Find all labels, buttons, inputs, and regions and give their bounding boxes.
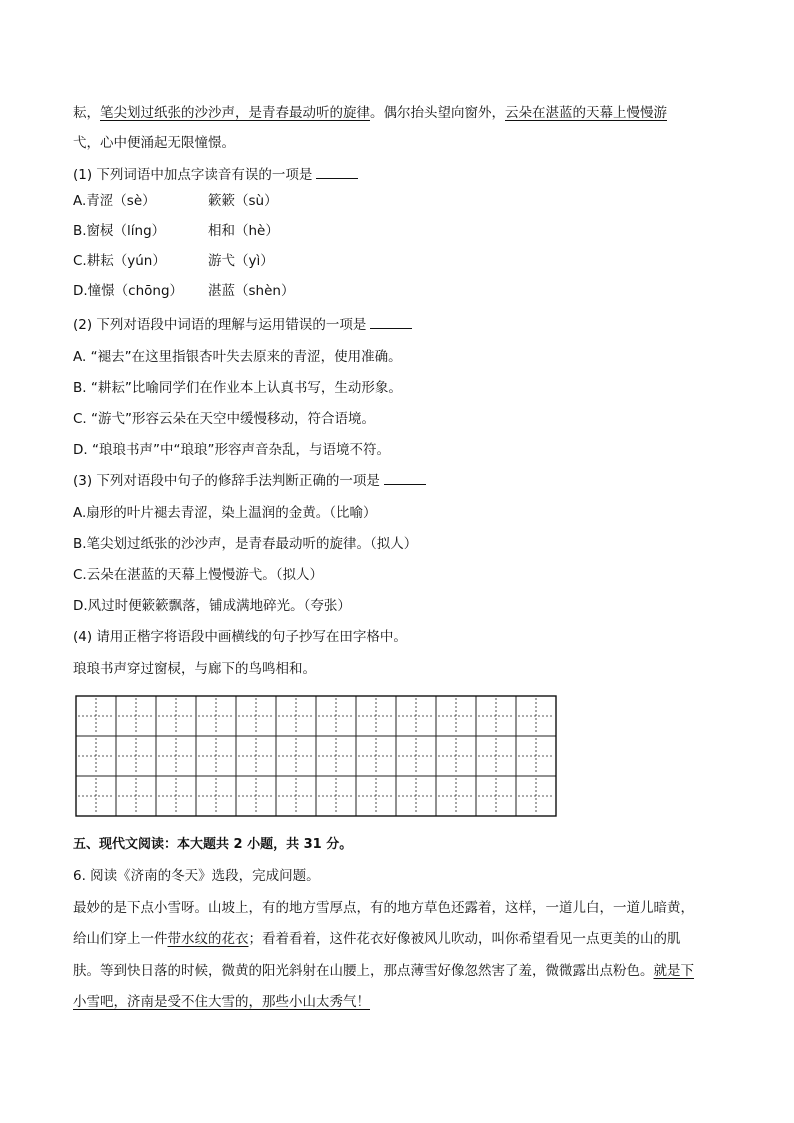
q2-stem-text: (2) 下列对语段中词语的理解与运用错误的一项是 bbox=[73, 317, 367, 333]
q1-option-c-left: C.耕耘（yún） bbox=[73, 253, 166, 269]
q3-stem-text: (3) 下列对语段中句子的修辞手法判断正确的一项是 bbox=[73, 473, 380, 489]
passage-line-2: 弋，心中便涌起无限憧憬。 bbox=[73, 135, 235, 151]
answer-blank[interactable] bbox=[316, 166, 358, 179]
q2-option-a: A. “褪去”在这里指银杏叶失去原来的青涩，使用准确。 bbox=[73, 349, 402, 365]
q6-passage-line-3 bbox=[73, 962, 694, 980]
tianzige-grid[interactable] bbox=[75, 695, 557, 821]
q1-stem bbox=[73, 166, 358, 184]
q2-stem bbox=[73, 316, 412, 334]
passage-text: 。偶尔抬头望向窗外， bbox=[370, 105, 505, 121]
section-5-title bbox=[73, 836, 352, 854]
question-count: 2 bbox=[233, 837, 243, 852]
passage-line-1 bbox=[73, 104, 667, 122]
q6-stem: 6. 阅读《济南的冬天》选段，完成问题。 bbox=[73, 868, 320, 884]
q3-option-c: C.云朵在湛蓝的天幕上慢慢游弋。（拟人） bbox=[73, 567, 323, 583]
q1-option-b-right: 相和（hè） bbox=[208, 223, 279, 239]
section-title-text: 五、现代文阅读：本大题共 bbox=[73, 837, 234, 852]
q1-stem-text: (1) 下列词语中加点字读音有误的一项是 bbox=[73, 167, 313, 183]
underlined-sentence: 就是下 bbox=[653, 963, 694, 979]
q1-option-d-right: 湛蓝（shèn） bbox=[208, 283, 295, 299]
q6-passage-line-1: 最妙的是下点小雪呀。山坡上，有的地方雪厚点，有的地方草色还露着，这样，一道儿白，一道儿暗黄， bbox=[73, 900, 694, 916]
q1-option-c-right: 游弋（yì） bbox=[208, 253, 274, 269]
answer-blank[interactable] bbox=[384, 472, 426, 485]
q2-option-d: D. “琅琅书声”中“琅琅”形容声音杂乱，与语境不符。 bbox=[73, 442, 390, 458]
q4-sentence: 琅琅书声穿过窗棂，与廊下的鸟鸣相和。 bbox=[73, 661, 316, 677]
q1-option-d-left: D.憧憬（chōng） bbox=[73, 283, 184, 299]
q3-stem bbox=[73, 472, 426, 490]
q1-option-a-left: A.青涩（sè） bbox=[73, 193, 156, 209]
tianzige-grid-svg[interactable] bbox=[75, 695, 557, 817]
q6-passage-line-2 bbox=[73, 930, 681, 948]
q3-option-a: A.扇形的叶片褪去青涩，染上温润的金黄。（比喻） bbox=[73, 505, 377, 521]
section-title-text: 小题，共 bbox=[242, 837, 304, 852]
q3-option-d: D.风过时便簌簌飘落，铺成满地碎光。（夸张） bbox=[73, 598, 351, 614]
passage-text: 给山们穿上一件 bbox=[73, 931, 168, 947]
q3-option-b: B.笔尖划过纸张的沙沙声，是青春最动听的旋律。（拟人） bbox=[73, 536, 418, 552]
underlined-phrase: 带水纹的花衣 bbox=[167, 931, 249, 947]
passage-text: 肤。等到快日落的时候，微黄的阳光斜射在山腰上，那点薄雪好像忽然害了羞，微微露出点粉色。 bbox=[73, 963, 654, 979]
score-total: 31 bbox=[303, 837, 322, 852]
q2-option-c: C. “游弋”形容云朵在天空中缓慢移动，符合语境。 bbox=[73, 411, 375, 427]
q1-option-a-right: 簌簌（sù） bbox=[208, 193, 278, 209]
underlined-sentence: 云朵在湛蓝的天幕上慢慢游 bbox=[505, 105, 667, 121]
section-title-text: 分。 bbox=[321, 837, 353, 852]
answer-blank[interactable] bbox=[370, 316, 412, 329]
passage-text: ；看着看着，这件花衣好像被风儿吹动，叫你希望看见一点更美的山的肌 bbox=[248, 931, 681, 947]
q4-stem: (4) 请用正楷字将语段中画横线的句子抄写在田字格中。 bbox=[73, 629, 407, 645]
q2-option-b: B. “耕耘”比喻同学们在作业本上认真书写，生动形象。 bbox=[73, 380, 402, 396]
underlined-sentence: 小雪吧，济南是受不住大雪的，那些小山太秀气！ bbox=[73, 994, 370, 1010]
underlined-sentence: 笔尖划过纸张的沙沙声，是青春最动听的旋律 bbox=[100, 105, 370, 121]
passage-text: 耘， bbox=[73, 105, 100, 121]
q6-passage-line-4 bbox=[73, 993, 370, 1011]
q1-option-b-left: B.窗棂（líng） bbox=[73, 223, 166, 239]
